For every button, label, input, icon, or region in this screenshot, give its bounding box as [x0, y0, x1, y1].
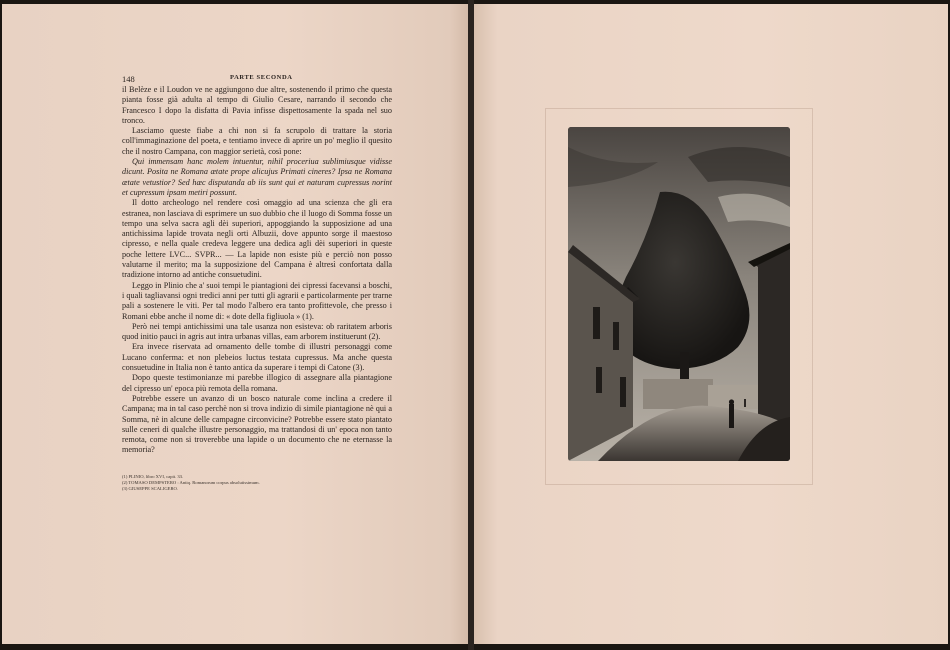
running-head: [122, 74, 392, 85]
paragraph: Però nei tempi antichissimi una tale usanza non esisteva: ob raritatem arboris quod initio pauci in agris aut intra urbanas villas, eam arborem instituerunt (2).: [122, 321, 392, 342]
paragraph: il Belèze e il Loudon ve ne aggiungono due altre, sostenendo il primo che questa pianta fosse già adulta al tempo di Giulio Cesare, narrando il secondo che Francesco I dopo la disfatta di Pavia infisse dispettosamente la spada nel suo tronco.: [122, 85, 392, 125]
body-text: [122, 85, 392, 456]
paragraph: Lasciamo queste fiabe a chi non si fa scrupolo di trattare la storia coll'immaginazione del poeta, e tentiamo invece di aprire un po' meglio il quesito che il nostro Campana, con maggior serietà, così pone:: [122, 126, 392, 156]
footnote: (3) GIUSEPPE SCALIGERO.: [122, 486, 179, 492]
left-page-text: [122, 74, 392, 492]
paragraph: Era invece riservata ad ornamento delle tombe di illustri personaggi come Lucano conferma: et non plebeios luctus testata cupressus. Ma anche questa consuetudine in Italia non è tanto antica da superare i tempi di Catone (3).: [122, 342, 392, 373]
paragraph: Leggo in Plinio che a' suoi tempi le piantagioni dei cipressi facevansi a boschi, i quali tagliavansi ogni tredici anni per tutti gli agrarii e particolarmente per trarne pali a sostenere le viti. Per tal modo l'albero era tanto profittevole, che presso i Romani ebbe anche il nome di: « dote della figliuola » (1).: [122, 280, 392, 321]
footnote: (2) TOMASO DEMPSTERO : Antiq. Romanorum corpus absolutissimum.: [122, 479, 260, 485]
footnotes: [122, 474, 392, 493]
paragraph: Dopo queste testimonianze mi parebbe illogico di assegnare alla piantagione del cipresso un' epoca più remota della romana.: [122, 373, 392, 393]
page-number: 148: [122, 74, 135, 84]
footnote: (1) PLINIO, libro XVI, capit. 33.: [122, 473, 184, 479]
cypress-engraving-illustration: [568, 127, 790, 461]
paragraph: Potrebbe essere un avanzo di un bosco naturale come inclina a credere il Campana; ma in tal caso perchè non si trova indizio di simile piantagione nè qui a Somma, nè in alcune delle campagne circonvicine? Potrebbe essere stato piantato sulle ceneri di qualche illustre personaggio, ma trattandosi di un' epoca non tanto remota, come non si troverebbe una lapide o un documento che ne eternasse la memoria?: [122, 393, 392, 455]
cypress-engraving-plate: [568, 127, 790, 461]
latin-quote: Qui immensam hanc molem intuentur, nihil proceriua sublimiusque vidisse dicunt. Posita ne Romana ætate prope alicujus Primati cineres? Ipsa ne Romana ætate vetustior? Sed hæc disputanda ab iis sunt qui et naturam cupressus norint et cupressum ipsam metiri possunt.: [122, 157, 392, 197]
running-head-title: PARTE SECONDA: [230, 74, 293, 81]
paragraph: Il dotto archeologo nel rendere così omaggio ad una scienza che gli era estranea, non lasciava di esprimere un suo dubbio che il luogo di Somma fosse un tempo una selva sacra agli dèi superiori, appoggiando la supposizione ad una antichissima lapide trovata negli orti Albuzii, dove appunto sorge il maestoso cipresso, e nella quale credeva leggere una dedica agli dèi superiori in queste poche lettere LVC... SVPR... — La lapide non esiste più e perciò non posso valutarne il merito; ma la supposizione del Campana è altresì confortata dalla tradizione intorno ad antiche consuetudini.: [122, 198, 392, 280]
